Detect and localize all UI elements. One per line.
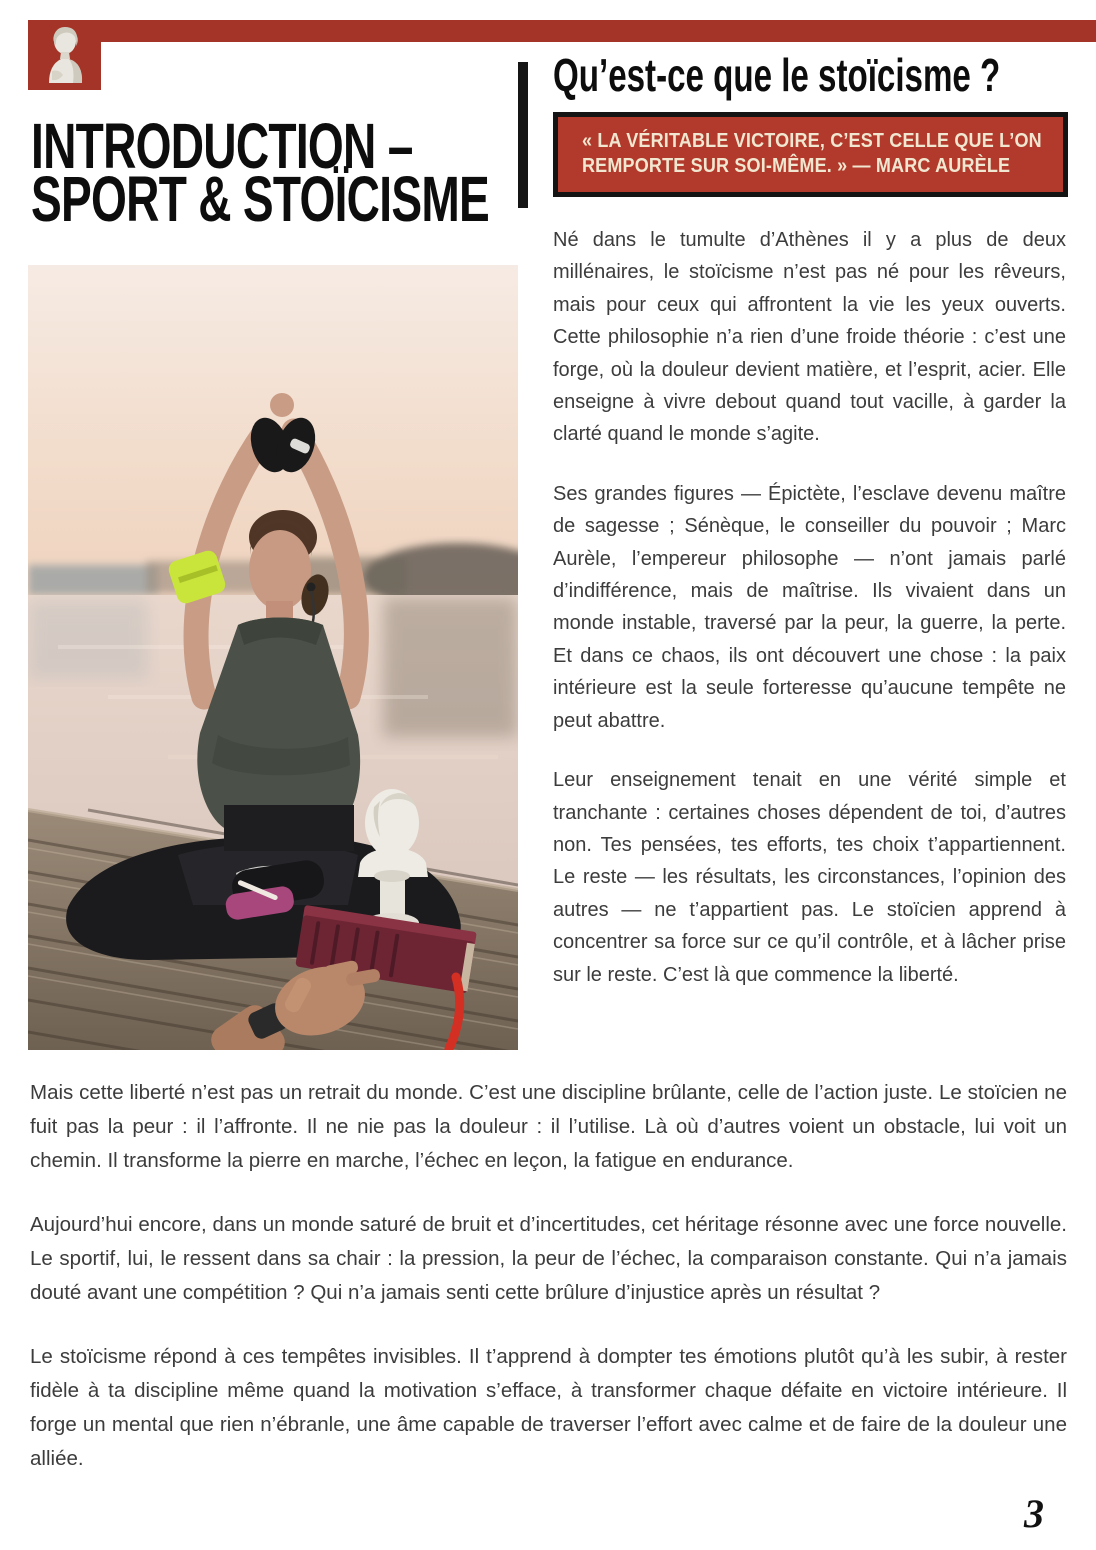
page-title-line-1: INTRODUCTION – xyxy=(31,110,413,182)
publisher-logo xyxy=(28,20,101,90)
header-accent-bar xyxy=(96,20,1096,42)
athlete-photo-illustration xyxy=(28,265,518,1050)
intro-column-text xyxy=(553,224,1066,1018)
roman-bust-icon xyxy=(39,25,91,85)
quote-box xyxy=(553,112,1068,197)
body-paragraph: Le stoïcisme répond à ces tempêtes invisibles. Il t’apprend à dompter tes émotions plutôt qu’à les subir, à rester fidèle à ta discipline même quand la motivation s’efface, à transformer chaque défaite en victoire intérieure. Il forge un mental que rien n’ébranle, une âme capable de traverser l’effort avec calme et de faire de la douleur une alliée. xyxy=(30,1345,1067,1470)
page-title xyxy=(31,110,490,235)
quote-text: « LA VÉRITABLE VICTOIRE, C’EST CELLE QUE L’ON REMPORTE SUR SOI-MÊME. » — MARC AURÈLE xyxy=(582,130,1042,177)
intro-paragraph: Ses grandes figures — Épictète, l’esclave devenu maître de sagesse ; Sénèque, le conseiller du pouvoir ; Marc Aurèle, l’empereur philosophe — n’ont jamais parlé d’indifférence, mais de maîtrise. Ils vivaient dans un monde instable, traversé par la peur, la guerre, la perte. Et dans ce chaos, ils ont découvert une chose : la paix intérieure est la seule forteresse qu’aucune tempête ne peut abattre. xyxy=(553,482,1066,732)
heading-vertical-rule xyxy=(518,62,528,208)
intro-paragraph: Né dans le tumulte d’Athènes il y a plus de deux millénaires, le stoïcisme n’est pas né pour les rêveurs, mais pour ceux qui affrontent la vie les yeux ouverts. Cette philosophie n’a rien d’une froide théorie : c’est une forge, où la douleur devient matière, et l’esprit, acier. Elle enseigne à vivre debout quand tout vacille, à garder la clarté quand le monde s’agite. xyxy=(553,229,1066,446)
body-paragraph: Mais cette liberté n’est pas un retrait du monde. C’est une discipline brûlante, celle de l’action juste. Le stoïcien ne fuit pas la peur : il l’affronte. Il ne nie pas la douleur : il l’utilise. Là où d’autres voient un obstacle, lui voit un chemin. Il transforme la pierre en marche, l’échec en leçon, la fatigue en endurance. xyxy=(30,1081,1067,1172)
section-heading: Qu’est-ce que le stoïcisme ? xyxy=(553,49,1001,101)
body-paragraph: Aujourd’hui encore, dans un monde saturé de bruit et d’incertitudes, cet héritage résonne avec une force nouvelle. Le sportif, lui, le ressent dans sa chair : la pression, la peur de l’échec, la comparaison constante. Qui n’a jamais douté avant une compétition ? Qui n’a jamais senti cette brûlure d’injustice après un résultat ? xyxy=(30,1213,1067,1304)
athlete-photo xyxy=(28,265,518,1050)
body-text xyxy=(30,1076,1067,1506)
page-title-line-2: SPORT & STOÏCISME xyxy=(31,163,490,235)
page-number: 3 xyxy=(1024,1491,1044,1536)
intro-paragraph: Leur enseignement tenait en une vérité simple et tranchante : certaines choses dépendent de toi, d’autres non. Tes pensées, tes efforts, tes choix t’appartiennent. Le reste — les résultats, les circonstances, l’opinion des autres — ne t’appartient pas. Le stoïcien apprend à concentrer sa force sur ce qu’il contrôle, et à lâcher prise sur le reste. C’est là que commence la liberté. xyxy=(553,769,1066,986)
